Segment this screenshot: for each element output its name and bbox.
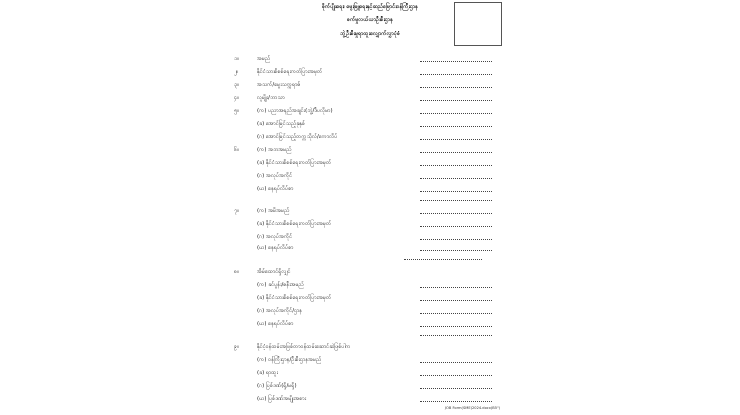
fill-line[interactable] — [420, 326, 492, 327]
field-label: (ဂ) အောင်မြင်သည့်တက္ကသိုလ်/ကောလိပ် — [257, 134, 338, 140]
department-title: စက်မှုလယ်ယာဦးစီးဌာန — [347, 17, 393, 23]
field-label: အမည် — [257, 56, 271, 62]
fill-line[interactable] — [420, 313, 492, 314]
fill-line[interactable] — [420, 401, 492, 402]
fill-line[interactable] — [420, 226, 492, 227]
fill-line[interactable] — [420, 61, 492, 62]
field-label: (ဃ) နေရပ်လိပ်စာ — [257, 321, 294, 327]
field-label: (ခ) နိုင်ငံသားစိစစ်ရေးကတ်ပြားအမှတ် — [257, 221, 332, 227]
field-number: ၇။ — [234, 208, 239, 214]
document-footer: JOB Form(SME)2024.docx(B5") — [445, 406, 501, 410]
field-label: (ဃ) ပြစ်ဒဏ်အမျိုးအစား — [257, 396, 307, 402]
fill-line[interactable] — [420, 113, 492, 114]
field-label: အသက်/မွေးသက္ကရာဇ် — [257, 82, 301, 88]
fill-line[interactable] — [420, 213, 492, 214]
field-label: (က) ဝန်ကြီးဌာန/ဦးစီးဌာနအမည် — [257, 357, 322, 363]
field-label: (ဃ) နေရပ်လိပ်စာ — [257, 245, 294, 251]
fill-line[interactable] — [420, 300, 492, 301]
field-label: (ခ) အောင်မြင်သည့်ခုနှစ် — [257, 121, 306, 127]
fill-line[interactable] — [420, 100, 492, 101]
fill-line[interactable] — [420, 139, 492, 140]
fill-line[interactable] — [420, 250, 492, 251]
field-label: နိုင်ငံ့ဝန်ထမ်းအဖြစ်တာဝန်ထမ်းဆောင်ဆဲဖြစ်ပါက — [257, 344, 351, 350]
fill-line[interactable] — [420, 87, 492, 88]
field-label: (က) ခင်ပွန်း/ဇနီးအမည် — [257, 282, 304, 288]
fill-line[interactable] — [420, 200, 492, 201]
field-label: (ဃ) နေရပ်လိပ်စာ — [257, 186, 294, 192]
field-number: ၈။ — [234, 269, 239, 275]
field-label: (ဂ) အလုပ်အကိုင် — [257, 173, 293, 179]
field-label: (ခ) နိုင်ငံသားစိစစ်ရေးကတ်ပြားအမှတ် — [257, 160, 332, 166]
fill-line[interactable] — [420, 287, 492, 288]
fill-line[interactable] — [420, 74, 492, 75]
field-number: ၄။ — [234, 95, 239, 101]
field-number: ၁။ — [234, 56, 239, 62]
field-number: ၆။ — [234, 147, 239, 153]
field-label: (က) ပညာအရည်အချင်း(ဘွဲ့/ဒီပလိုမာ) — [257, 108, 333, 114]
fill-line[interactable] — [420, 335, 492, 336]
field-label: (ဂ) အလုပ်အကိုင်/ဌာန — [257, 308, 303, 314]
fill-line[interactable] — [420, 362, 492, 363]
field-number: ၉။ — [234, 344, 239, 350]
fill-line[interactable] — [420, 165, 492, 166]
field-label: (ဂ) အလုပ်အကိုင် — [257, 234, 293, 240]
fill-line[interactable] — [420, 191, 492, 192]
fill-line[interactable] — [420, 375, 492, 376]
fill-line[interactable] — [420, 178, 492, 179]
field-label: (ခ) ရာထူး — [257, 370, 278, 376]
field-label: အိမ်ထောင်ရှိလျှင် — [257, 269, 291, 275]
fill-line[interactable] — [420, 239, 492, 240]
field-label: လူမျိုး/ဘာသာ — [257, 95, 285, 101]
fill-line[interactable] — [404, 259, 482, 260]
fill-line[interactable] — [420, 152, 492, 153]
field-number: ၂။ — [234, 69, 239, 75]
field-number: ၅။ — [234, 108, 239, 114]
field-label: (က) အဘအမည် — [257, 147, 292, 153]
fill-line[interactable] — [420, 388, 492, 389]
form-title: ဘွဲ့ဦးစီးမှုရာထူးလျှောက်လွှာပုံစံ — [340, 31, 400, 37]
ministry-title: စိုက်ပျိုးရေး၊ မွေးမြူရေးနှင့်ဆည်မြောင်းဝန်ကြီးဌာန — [322, 4, 418, 10]
field-number: ၃။ — [234, 82, 239, 88]
field-label: နိုင်ငံသားစိစစ်ရေးကတ်ပြားအမှတ် — [257, 69, 323, 75]
field-label: (က) အမိအမည် — [257, 208, 290, 214]
field-label: (ဂ) ပြစ်ဒဏ်(ရှိ/မရှိ) — [257, 383, 297, 389]
fill-line[interactable] — [420, 126, 492, 127]
photo-placeholder — [454, 2, 502, 46]
field-label: (ခ) နိုင်ငံသားစိစစ်ရေးကတ်ပြားအမှတ် — [257, 295, 332, 301]
